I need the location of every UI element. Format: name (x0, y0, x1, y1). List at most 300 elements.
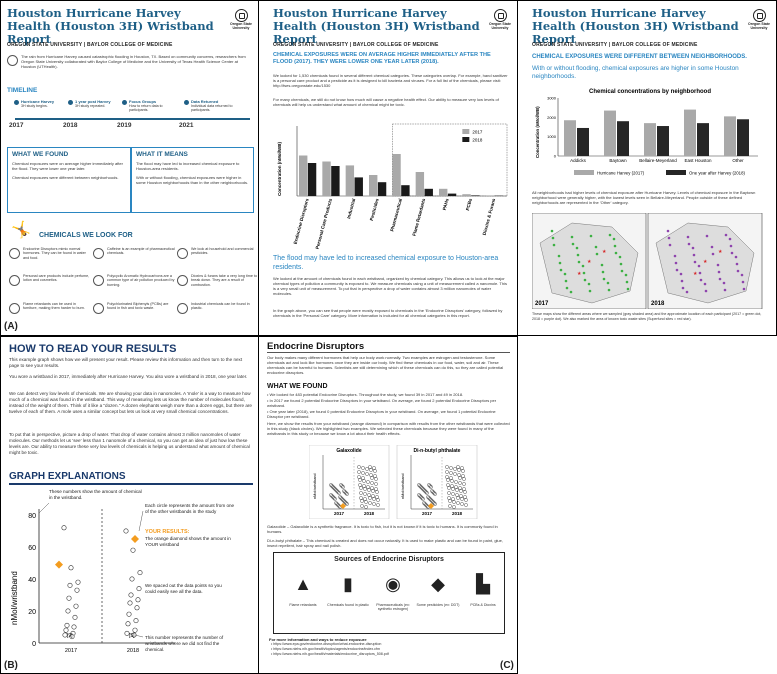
pill-icon: ◉ (385, 574, 401, 594)
participant-dot (553, 244, 556, 247)
participant-dot (603, 278, 606, 281)
participant-dot (577, 254, 580, 257)
participant-dot (681, 280, 684, 283)
data-point (76, 580, 80, 584)
data-point (73, 615, 77, 619)
chemical-desc: Personal care products include perfume, lotion and cosmetics. (23, 274, 90, 283)
timeline-heading: TIMELINE (7, 87, 38, 94)
bar (471, 195, 479, 196)
chemical-icon (9, 248, 20, 259)
participant-dot (724, 289, 727, 292)
paragraph-1: All neighborhoods had higher levels of chemical exposure after Hurricane Harvey. Levels of chemical exposure in the Baytown neighborhood were generally higher, with the lowest levels seen in Bellaire-Meyerland. People outside of these defined neighborhoods are represented in the 'Other' category. (532, 190, 756, 205)
chemical-desc: Caffeine is an example of pharmaceutical chemicals. (107, 247, 175, 256)
participant-dot (704, 283, 707, 286)
bar (392, 154, 400, 196)
more-info: For more information and ways to reduce exposure (269, 637, 367, 642)
bar (617, 121, 629, 156)
timeline-title: 1 year post Harvey (75, 99, 111, 104)
participant-dot (582, 265, 585, 268)
note-circles: Each circle represents the amount from one (145, 503, 235, 508)
legend-swatch (462, 129, 469, 134)
timeline-year: 2017 (9, 122, 24, 129)
found-heading: WHAT WE FOUND (267, 383, 328, 390)
note-yours-title: YOUR RESULTS: (145, 529, 190, 535)
data-point (75, 588, 79, 592)
x-tick: 2017 (421, 511, 433, 516)
panel-a-page1 (0, 0, 259, 336)
person-icon: 🤸 (11, 222, 31, 239)
example-scatter-chart (5, 487, 257, 665)
y-axis-label: Concentration (nMol/WB) (535, 106, 540, 158)
neighborhood-bar-chart (532, 86, 768, 186)
chemical-desc: Dioxins & furans take a very long time to break down. They are a result of combustion. (191, 274, 257, 287)
timeline-desc: 3H study begins. (21, 104, 48, 108)
participant-dot (675, 262, 678, 265)
participant-dot (620, 263, 623, 266)
subhead: With or without flooding, chemical exposures are higher in some Houston neighborhoods. (532, 65, 739, 80)
osu-logo: Oregon State University (489, 9, 511, 30)
timeline-marker (184, 100, 189, 105)
dnbp-text: Di-n-butyl phthalate – This chemical is created and does not occur naturally. It is used to make plastic and can be found in paint, glue, insect repellent, hair spray and nail polish. (267, 538, 503, 548)
legend-swatch (666, 170, 686, 175)
participant-dot (737, 270, 740, 273)
timeline-desc: 3H study repeated. (75, 104, 106, 108)
participant-dot (601, 264, 604, 267)
participant-dot (669, 244, 672, 247)
superfund-star-icon: ★ (718, 249, 723, 255)
data-point (131, 548, 135, 552)
link-3[interactable]: • https://www.niehs.nih.gov/health/materials/endocrine_disruptors_508.pdf (271, 652, 389, 656)
x-tick: 2017 (333, 511, 345, 516)
bar (604, 111, 616, 156)
data-point (66, 609, 70, 613)
bar (308, 163, 316, 196)
participant-dot (615, 252, 618, 255)
chemical-icon (9, 303, 20, 314)
category-label: Endocrine Disruptors (292, 197, 310, 245)
paragraph-4: In the graph above, you can see that people were mostly exposed to chemicals in the 'Endocrine Disruptors' category, followed by chemicals in the 'Personal Care' category. More information is included for all chemical categories in this report. (273, 308, 503, 318)
y-tick: 80 (28, 513, 36, 520)
participant-dot (590, 235, 593, 238)
participant-dot (705, 290, 708, 293)
your-result-diamond (131, 535, 139, 543)
participant-dot (686, 291, 689, 294)
category-label: Pesticides (368, 197, 380, 222)
data-point (65, 623, 69, 627)
chemical-icon (93, 275, 104, 286)
timeline-line (15, 118, 250, 120)
data-point (62, 526, 66, 530)
participant-dot (596, 253, 599, 256)
chemical-scatter-charts (309, 445, 479, 519)
bar (331, 166, 339, 196)
note-yours: YOUR wristband (145, 542, 180, 547)
participant-dot (741, 274, 744, 277)
chemical-icon (177, 275, 188, 286)
legend-label: Hurricane Harvey (2017) (597, 170, 645, 176)
category-label: Bellaire-Meyerland (639, 158, 677, 163)
bar (462, 194, 470, 196)
superfund-star-icon: ★ (602, 249, 607, 255)
timeline-year: 2021 (179, 122, 194, 129)
legend-label: One year after Harvey (2018) (689, 170, 745, 176)
participant-dot (698, 265, 701, 268)
flood-icon (7, 55, 18, 66)
bar (486, 195, 494, 196)
sources-heading: Sources of Endocrine Disruptors (334, 556, 444, 563)
timeline-year: 2019 (117, 122, 132, 129)
superfund-star-icon: ★ (693, 271, 698, 277)
participant-dot (559, 262, 562, 265)
affiliation: OREGON STATE UNIVERSITY | BAYLOR COLLEGE OF MEDICINE (7, 42, 173, 48)
bullet-1: • We looked for 483 potential Endocrine Disruptors. Throughout the study, we found 39 in 2017 and 49 in 2018. (267, 392, 464, 397)
heading-rule (9, 483, 253, 485)
bar (644, 123, 656, 156)
participant-dot (719, 278, 722, 281)
participant-dot (700, 279, 703, 282)
chemical-icon (177, 303, 188, 314)
participant-dot (560, 269, 563, 272)
note-numbers: These numbers show the amount of chemical (49, 489, 142, 494)
source-label: Some pesticides (ex: DDT) (416, 603, 460, 607)
timeline-marker (14, 100, 19, 105)
y-tick: 1000 (547, 134, 556, 140)
participant-dot (736, 263, 739, 266)
data-point (126, 622, 130, 626)
paragraph-2: Here, we show the results from your wristband (orange diamond) in comparison with results from the other wristbands that were collected in this study (black circles). We highlighted two examples. We selected these chemicals because they were found in many of the wristbands in this study or because we know a lot about their health effects. (267, 421, 510, 436)
data-point (128, 601, 132, 605)
link-1[interactable]: • https://www.epa.gov/endocrine-disruption/what-endocrine-disruption (271, 642, 382, 646)
participant-dot (565, 280, 568, 283)
participant-dot (572, 243, 575, 246)
blank-area (518, 336, 777, 674)
chemical-icon (93, 248, 104, 259)
bar (322, 162, 330, 197)
data-point (133, 628, 137, 632)
source-label: Pharmaceuticals (ex: synthetic estrogen) (376, 603, 410, 612)
category-label: Personal Care Products (314, 197, 333, 250)
category-label: Addicks (570, 158, 586, 163)
bar (577, 128, 589, 156)
pointer-line (139, 511, 143, 531)
participant-dot (570, 291, 573, 294)
bullet-3: • One year later (2018), we found 0 potential Endocrine Disruptors in your wristband. On average, we found 1 potential Endocrine Disruptor per wristband. (267, 409, 496, 419)
seal-icon (235, 9, 248, 22)
paragraph-2: You wore a wristband in 2017, immediately after Hurricane Harvey. You also wore a wristband in 2018, one year later. (9, 374, 248, 379)
participant-dot (688, 243, 691, 246)
y-axis-label: nMol/wristband (313, 473, 317, 499)
source-label: Chemicals found in plastic (327, 603, 369, 607)
y-axis-label: nMol/wristband (10, 571, 19, 625)
means-heading: WHAT IT MEANS (136, 151, 188, 158)
y-axis-label: Concentration (nMol/WB) (277, 142, 282, 196)
flame-icon: ▲ (294, 574, 312, 594)
bar (684, 110, 696, 156)
source-label: PCBs & Dioxins (470, 603, 496, 607)
x-tick: 2017 (64, 648, 78, 654)
data-point (138, 570, 142, 574)
chemical-desc: We look at household and commercial pesticides. (191, 247, 254, 256)
panel-a-page2 (258, 0, 518, 336)
map-year-label: 2018 (651, 301, 665, 307)
participant-dot (735, 256, 738, 259)
timeline-marker (68, 100, 73, 105)
chart-frame (309, 445, 389, 519)
y-tick: 40 (28, 577, 36, 584)
source-label: Flame retardants (289, 603, 317, 607)
y-tick: 3000 (547, 95, 556, 101)
paragraph-3: We can detect very low levels of chemicals. We are showing your data in nanomoles. A 'mole' is a way to measure how much of a chemical was found in the wristband. This way of measuring lets us know the number of molecules found, instead of the weight of them. Think of it like a "dozen." A dozen elephants weigh more than a dozen eggs, but there are twelve of each of them. A mole uses a similar concept but lets us look at very small chemical concentrations. (9, 391, 252, 414)
bar (657, 126, 669, 156)
participant-dot (564, 273, 567, 276)
legend-swatch (462, 137, 469, 142)
x-tick: 2018 (363, 511, 375, 516)
page-title: Houston Hurricane Harvey Health (Houston 3H) Wristband Report (7, 6, 214, 46)
bar (439, 189, 447, 196)
y-tick: 0 (553, 153, 556, 159)
paragraph-1: This example graph shows how we will present your result. Please review this information and then turn to the next page to see your results. (9, 357, 243, 368)
legend-label: 2017 (472, 129, 483, 135)
chemical-desc: Flame retardants can be used in furniture, making them harder to burn. (23, 302, 85, 311)
flood-line: The flood may have led to increased chemical exposure to Houston-area residents. (273, 255, 499, 271)
intro-text: The rain from Hurricane Harvey caused catastrophic flooding in Houston, TX. Based on community concerns, researchers from Oregon State University collaborated with Baylor College of Medicine and the University of Texas Health Science Center at Houston (UTHealth). (21, 54, 246, 69)
participant-dot (566, 287, 569, 290)
category-bar-chart (273, 114, 513, 250)
bar (448, 194, 456, 196)
participant-dot (730, 245, 733, 248)
legend-swatch (574, 170, 594, 175)
participant-dot (694, 261, 697, 264)
participant-dot (731, 252, 734, 255)
participant-dot (551, 230, 554, 233)
participant-dot (729, 238, 732, 241)
bar (697, 123, 709, 156)
note-spread: could easily see all the data. (145, 589, 203, 594)
category-label: PCBs (464, 197, 473, 212)
data-point (72, 625, 76, 629)
participant-dot (742, 281, 745, 284)
participant-dot (613, 238, 616, 241)
participant-dot (625, 274, 628, 277)
participant-dot (608, 289, 611, 292)
page-title: Houston Hurricane Harvey Health (Houston 3H) Wristband Report (532, 6, 739, 46)
participant-dot (693, 254, 696, 257)
participant-dot (676, 269, 679, 272)
superfund-star-icon: ★ (587, 259, 592, 265)
found-text-2: Chemical exposures were different between neighborhoods. (12, 175, 119, 180)
participant-dot (699, 272, 702, 275)
data-point (127, 612, 131, 616)
participant-dot (627, 288, 630, 291)
category-label: Flame Retardants (411, 197, 427, 237)
participant-dot (552, 237, 555, 240)
bar (346, 165, 354, 196)
bar (416, 172, 424, 196)
timeline-title: Data Returned (191, 99, 219, 104)
timeline-title: Focus Groups (129, 99, 157, 104)
y-tick: 60 (28, 545, 36, 552)
superfund-star-icon: ★ (703, 259, 708, 265)
note-numbers: in the wristband. (49, 495, 83, 500)
participant-dot (614, 245, 617, 248)
x-tick: 2018 (126, 648, 140, 654)
data-point (68, 583, 72, 587)
note-count: This number represents the number of (145, 635, 224, 640)
participant-dot (576, 247, 579, 250)
panel-b (0, 336, 259, 674)
timeline-year: 2018 (63, 122, 78, 129)
found-box (7, 147, 254, 213)
participant-dot (609, 234, 612, 237)
map-year-label: 2017 (535, 301, 549, 307)
participant-dot (607, 282, 610, 285)
panel-a-page3 (517, 0, 777, 336)
pointer-line (39, 503, 49, 513)
y-axis-label: nMol/wristband (401, 473, 405, 499)
bar (401, 185, 409, 196)
category-label: Dioxins & Furans (481, 197, 497, 236)
label-b: (B) (4, 660, 18, 671)
graph-heading: GRAPH EXPLANATIONS (9, 471, 126, 482)
bar (299, 156, 307, 197)
chart-title: Galaxolide (336, 448, 362, 454)
participant-dot (589, 290, 592, 293)
chemical-icon (177, 248, 188, 259)
paragraph-4: To put that in perspective, picture a drop of water. That drop of water contains almost 3 million nanomoles of water molecules. Our methods let us 'see' less than 1 nanomole of a chemical, so you can get an idea of just how low these levels are. Our ability to measure these very low levels of chemicals is helping us understand what amount of chemical might be toxic. (9, 432, 250, 455)
bar (737, 119, 749, 156)
label-c: (C) (500, 660, 514, 671)
data-point (136, 598, 140, 602)
data-point (69, 566, 73, 570)
paragraph-2: For many chemicals, we still do not know how much will cause a negative health effect. Our ability to measure very low levels of chemicals will help us understand what amount of chemical might be toxic. (273, 97, 499, 107)
chemical-desc: Polycyclic Aromatic Hydrocarbons are a common type of air pollution produced by burning. (107, 274, 175, 287)
page-title: Endocrine Disruptors (267, 341, 365, 352)
participant-dot (668, 237, 671, 240)
label-a: (A) (4, 321, 18, 332)
affiliation: OREGON STATE UNIVERSITY | BAYLOR COLLEGE OF MEDICINE (532, 42, 698, 48)
data-point (124, 529, 128, 533)
participant-dot (595, 246, 598, 249)
chemical-desc: Polychlorinated Biphenyls (PCBs) are found in fish and toxic waste. (107, 302, 169, 311)
category-label: PAHs (441, 197, 450, 211)
page-title: Houston Hurricane Harvey Health (Houston 3H) Wristband Report (273, 6, 480, 46)
timeline-desc: Individual data returned to participants. (191, 104, 233, 113)
bar (378, 182, 386, 196)
y-tick: 0 (32, 641, 36, 648)
chemical-desc: Industrial chemicals can be found in plastic. (191, 302, 250, 311)
chemical-icon (9, 275, 20, 286)
bar (425, 189, 433, 196)
participant-dot (680, 273, 683, 276)
data-point (64, 628, 68, 632)
data-point (74, 604, 78, 608)
category-label: Pharmaceutical (389, 197, 403, 233)
legend-label: 2018 (472, 137, 483, 143)
participant-dot (621, 270, 624, 273)
participant-dot (743, 288, 746, 291)
participant-dot (712, 253, 715, 256)
y-tick: 20 (28, 609, 36, 616)
note-count: chemical. (145, 647, 165, 652)
paragraph-3: We looked at the amount of chemicals found in each wristband, organized by chemical category. This allows us to look at the major chemical types of pollution a community is exposed to. We measure chemicals using a unit of measurement called a nanomole. This is a very small unit of measurement. To put that in perspective a drop of water contains almost 3 million nanomoles of water molecules. (273, 276, 507, 296)
osu-logo: Oregon State University (748, 9, 770, 30)
chart-title: Di-n-butyl phthalate (413, 448, 461, 454)
factory-icon: ▙ (476, 574, 490, 594)
category-label: East Houston (684, 158, 712, 163)
timeline-title: Hurricane Harvey (21, 99, 55, 104)
note-circles: of the other wristbands in the study (145, 509, 217, 514)
spray-icon: ◆ (431, 574, 445, 594)
participant-dot (619, 256, 622, 259)
data-point (129, 593, 133, 597)
participant-dot (682, 287, 685, 290)
category-label: Industrial (346, 197, 357, 220)
chemical-icon (93, 303, 104, 314)
page-title: HOW TO READ YOUR RESULTS (9, 343, 177, 355)
data-point (135, 606, 139, 610)
participant-dot (578, 261, 581, 264)
x-tick: 2018 (451, 511, 463, 516)
participant-dot (571, 236, 574, 239)
participant-dot (674, 255, 677, 258)
participant-dot (558, 255, 561, 258)
chart-title: Chemical concentrations by neighborhood (588, 89, 712, 95)
category-label: Other (732, 158, 744, 163)
bar (369, 175, 377, 196)
participant-dot (583, 272, 586, 275)
participant-dot (667, 230, 670, 233)
data-point (130, 577, 134, 581)
participant-dot (723, 282, 726, 285)
category-label: Baytown (609, 158, 627, 163)
note-spread: We spaced out the data points so you (145, 583, 222, 588)
chemical-desc: Endocrine Disruptors mimic normal hormones. They can be found in water and food. (23, 247, 86, 260)
galaxolide-text: Galaxolide – Galaxolide is a synthetic fragrance. It is toxic to fish, but it is not known if it is toxic to humans. It is commonly found in humans. (267, 524, 498, 534)
note-count: wristbands where we did not find the (145, 641, 220, 646)
nd-count: [5] (129, 633, 135, 639)
panel-c (258, 336, 518, 674)
affiliation: OREGON STATE UNIVERSITY | BAYLOR COLLEGE OF MEDICINE (273, 42, 439, 48)
seal-icon (494, 9, 507, 22)
headline: CHEMICAL EXPOSURES WERE DIFFERENT BETWEEN NEIGHBORHOODS. (532, 54, 747, 60)
seal-icon (753, 9, 766, 22)
nd-count: [9] (67, 633, 73, 639)
participant-dot (584, 279, 587, 282)
osu-logo: Oregon State University (230, 9, 252, 30)
data-point (137, 586, 141, 590)
your-result-diamond (55, 561, 63, 569)
chart-frame (397, 445, 477, 519)
intro: Our body makes many different hormones that help our body work normally. Two examples are estrogen and testosterone. Some chemicals act and look like hormones once they are inside our body. We find these chemicals in our food, water, soil and air. These chemicals can be harmful to humans. Scientists are still determining which of these chemicals can do this, so they are called potential endocrine disruptors. (267, 355, 504, 375)
means-text-2: With or without flooding, chemical exposures were higher in some Houston neighborhoods than in the other neighborhoods. (136, 175, 249, 185)
participant-dot (692, 247, 695, 250)
found-text-1: Chemical exposures were on average higher immediately after the flood. They were lower one year later. (12, 161, 123, 171)
participant-dot (711, 246, 714, 249)
y-tick: 2000 (547, 114, 556, 120)
link-2[interactable]: • https://www.niehs.nih.gov/health/topics/agents/endocrine/index.cfm (271, 647, 380, 651)
map-caption: These maps show the different areas where we sampled (gray shaded area) and the approximate location of each participant (2017 = green dot, 2018 = purple dot). We also marked the area of known toxic waste sites (Superfund sites = red star). (532, 312, 762, 321)
note-yours: The orange diamond shows the amount in (145, 536, 231, 541)
timeline-marker (122, 100, 127, 105)
participant-dot (687, 236, 690, 239)
bottle-icon: ▮ (343, 574, 353, 594)
bar (724, 116, 736, 156)
participant-dot (602, 271, 605, 274)
found-heading: WHAT WE FOUND (12, 151, 69, 158)
neighborhood-maps (532, 213, 764, 309)
participant-dot (626, 281, 629, 284)
data-point (134, 618, 138, 622)
